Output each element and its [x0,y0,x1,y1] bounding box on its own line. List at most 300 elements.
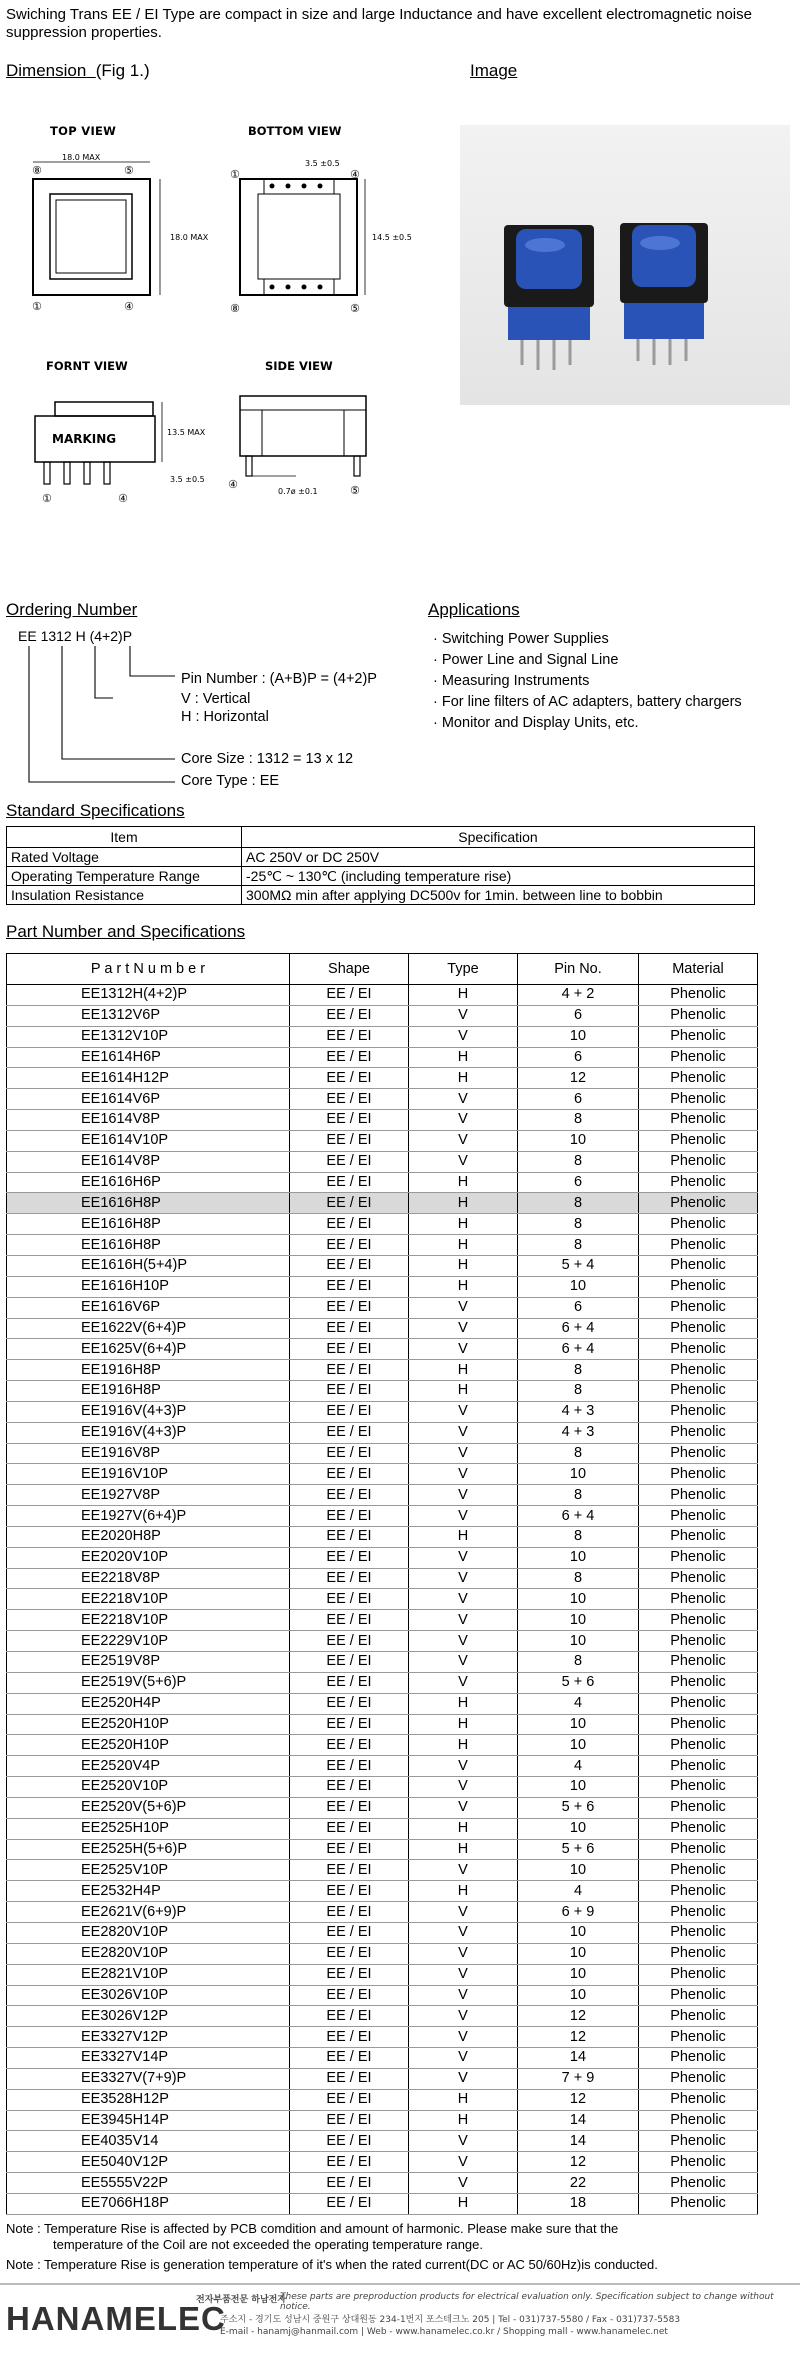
table-row [7,1443,758,1464]
cell-type: H [409,1255,518,1276]
company-logo: HANAMELEC [6,2300,226,2337]
cell-pin-no: 6 [518,1047,639,1068]
table-row [7,1797,758,1818]
cell-part-number: EE3327V12P [7,2027,290,2048]
cell-shape: EE / EI [290,1005,409,1026]
cell-shape: EE / EI [290,2068,409,2089]
cell-shape: EE / EI [290,1568,409,1589]
table-row [7,1235,758,1256]
front-pin-dim: 3.5 ±0.5 [170,475,205,484]
table-row [7,985,758,1006]
cell-shape: EE / EI [290,2193,409,2214]
side-pin-dim: 0.7ø ±0.1 [278,487,318,496]
cell-part-number: EE5040V12P [7,2152,290,2173]
cell-shape: EE / EI [290,1422,409,1443]
table-row [7,1193,758,1214]
cell-material: Phenolic [639,1943,758,1964]
cell-part-number: EE2020V10P [7,1547,290,1568]
cell-type: H [409,2089,518,2110]
cell-type: H [409,1381,518,1402]
bottom-height-dim: 14.5 ±0.5 [372,233,412,242]
spec-row: Rated Voltage AC 250V or DC 250V [7,848,755,867]
cell-material: Phenolic [639,2068,758,2089]
cell-material: Phenolic [639,1485,758,1506]
cell-type: H [409,1693,518,1714]
cell-pin-no: 4 [518,1693,639,1714]
table-row [7,2152,758,2173]
cell-shape: EE / EI [290,1089,409,1110]
application-item: · Power Line and Signal Line [433,652,619,668]
cell-type: H [409,1881,518,1902]
cell-pin-no: 12 [518,2152,639,2173]
cell-material: Phenolic [639,2027,758,2048]
application-item: · Monitor and Display Units, etc. [433,715,639,731]
cell-part-number: EE3327V14P [7,2048,290,2069]
cell-type: H [409,1818,518,1839]
cell-shape: EE / EI [290,2110,409,2131]
cell-material: Phenolic [639,1026,758,1047]
cell-part-number: EE1625V(6+4)P [7,1339,290,1360]
cell-material: Phenolic [639,1818,758,1839]
cell-part-number: EE2820V10P [7,1922,290,1943]
cell-part-number: EE1616H10P [7,1276,290,1297]
svg-text:④: ④ [350,168,360,181]
cell-shape: EE / EI [290,1214,409,1235]
table-row [7,2173,758,2194]
cell-pin-no: 8 [518,1193,639,1214]
col-part-number: P a r t N u m b e r [7,954,290,985]
cell-type: V [409,1005,518,1026]
fig-label: (Fig 1.) [95,61,150,80]
table-row [7,1943,758,1964]
cell-pin-no: 14 [518,2131,639,2152]
cell-pin-no: 10 [518,1026,639,1047]
cell-shape: EE / EI [290,1297,409,1318]
cell-shape: EE / EI [290,1130,409,1151]
intro-text: Swiching Trans EE / EI Type are compact in size and large Inductance and have excellent electromagnetic noise suppression properties. [6,6,752,41]
cell-part-number: EE3026V12P [7,2006,290,2027]
table-row [7,2110,758,2131]
cell-material: Phenolic [639,1568,758,1589]
table-row [7,1985,758,2006]
cell-type: H [409,1068,518,1089]
cell-part-number: EE2520H10P [7,1714,290,1735]
table-row [7,1172,758,1193]
cell-type: V [409,1547,518,1568]
cell-type: H [409,1172,518,1193]
cell-pin-no: 5 + 6 [518,1672,639,1693]
spec-row: Insulation Resistance 300MΩ min after applying DC500v for 1min. between line to bobbin [7,886,755,905]
cell-part-number: EE1616H(5+4)P [7,1255,290,1276]
cell-part-number: EE1916H8P [7,1360,290,1381]
table-row [7,1506,758,1527]
cell-pin-no: 8 [518,1360,639,1381]
svg-text:④: ④ [228,478,238,491]
cell-material: Phenolic [639,1735,758,1756]
svg-text:①: ① [42,492,52,505]
cell-shape: EE / EI [290,1756,409,1777]
cell-type: V [409,1464,518,1485]
svg-text:⑤: ⑤ [350,302,360,315]
cell-type: H [409,1214,518,1235]
table-row [7,1568,758,1589]
cell-material: Phenolic [639,1005,758,1026]
cell-part-number: EE2519V(5+6)P [7,1672,290,1693]
cell-shape: EE / EI [290,1652,409,1673]
application-item: · Switching Power Supplies [433,631,609,647]
cell-shape: EE / EI [290,1443,409,1464]
cell-part-number: EE1916V(4+3)P [7,1422,290,1443]
dimension-title: Dimension (Fig 1.) [6,61,150,80]
cell-shape: EE / EI [290,1318,409,1339]
cell-pin-no: 10 [518,1631,639,1652]
cell-pin-no: 8 [518,1568,639,1589]
cell-pin-no: 12 [518,2089,639,2110]
cell-type: V [409,1422,518,1443]
cell-pin-no: 8 [518,1235,639,1256]
product-photo [460,125,790,405]
cell-pin-no: 22 [518,2173,639,2194]
cell-type: V [409,1652,518,1673]
cell-pin-no: 8 [518,1443,639,1464]
cell-material: Phenolic [639,1922,758,1943]
cell-material: Phenolic [639,1714,758,1735]
cell-part-number: EE2020H8P [7,1526,290,1547]
cell-part-number: EE2520V4P [7,1756,290,1777]
cell-material: Phenolic [639,2152,758,2173]
cell-part-number: EE2820V10P [7,1943,290,1964]
table-row [7,1130,758,1151]
cell-type: H [409,1714,518,1735]
cell-material: Phenolic [639,1214,758,1235]
cell-shape: EE / EI [290,1506,409,1527]
cell-pin-no: 10 [518,1464,639,1485]
cell-part-number: EE1616H8P [7,1235,290,1256]
cell-part-number: EE7066H18P [7,2193,290,2214]
cell-material: Phenolic [639,1526,758,1547]
cell-part-number: EE1916V10P [7,1464,290,1485]
cell-material: Phenolic [639,1401,758,1422]
cell-part-number: EE2532H4P [7,1881,290,1902]
cell-shape: EE / EI [290,1902,409,1923]
cell-pin-no: 10 [518,1589,639,1610]
cell-shape: EE / EI [290,1985,409,2006]
core-size-desc: Core Size : 1312 = 13 x 12 [181,751,354,767]
cell-pin-no: 5 + 6 [518,1839,639,1860]
applications-list [433,629,742,734]
cell-pin-no: 8 [518,1381,639,1402]
cell-pin-no: 12 [518,1068,639,1089]
cell-shape: EE / EI [290,1381,409,1402]
cell-pin-no: 12 [518,2027,639,2048]
cell-shape: EE / EI [290,1631,409,1652]
cell-shape: EE / EI [290,1235,409,1256]
cell-part-number: EE3327V(7+9)P [7,2068,290,2089]
code-pins: (4+2)P [89,628,133,644]
cell-pin-no: 10 [518,1860,639,1881]
cell-material: Phenolic [639,2193,758,2214]
svg-text:④: ④ [118,492,128,505]
cell-material: Phenolic [639,1318,758,1339]
cell-type: V [409,1964,518,1985]
pin1-label: ① [32,300,42,313]
bottom-view-label: BOTTOM VIEW [248,124,342,138]
cell-shape: EE / EI [290,1777,409,1798]
svg-text:⑧: ⑧ [230,302,240,315]
side-view-body [240,396,366,456]
table-row [7,1297,758,1318]
top-view-label: TOP VIEW [50,124,117,138]
cell-part-number: EE1616V6P [7,1297,290,1318]
table-row [7,2048,758,2069]
cell-part-number: EE1616H6P [7,1172,290,1193]
cell-material: Phenolic [639,1047,758,1068]
cell-pin-no: 12 [518,2006,639,2027]
cell-shape: EE / EI [290,1172,409,1193]
cell-type: V [409,1943,518,1964]
cell-type: V [409,1860,518,1881]
side-view-label: SIDE VIEW [265,359,333,373]
cell-shape: EE / EI [290,1735,409,1756]
cell-material: Phenolic [639,1631,758,1652]
cell-part-number: EE4035V14 [7,2131,290,2152]
cell-pin-no: 8 [518,1110,639,1131]
cell-shape: EE / EI [290,1047,409,1068]
cell-type: H [409,1276,518,1297]
cell-material: Phenolic [639,1547,758,1568]
cell-type: V [409,1985,518,2006]
core-type-desc: Core Type : EE [181,773,280,789]
cell-part-number: EE5555V22P [7,2173,290,2194]
svg-text:①: ① [230,168,240,181]
table-row [7,2089,758,2110]
pin-number-desc: Pin Number : (A+B)P = (4+2)P [181,671,377,687]
cell-type: V [409,2131,518,2152]
company-address: 주소지 - 경기도 성남시 중원구 상대원동 234-1번지 포스테크노 205 | Tel - 031)737-5580 / Fax - 031)737-5583 [220,2315,681,2325]
cell-part-number: EE2519V8P [7,1652,290,1673]
cell-pin-no: 7 + 9 [518,2068,639,2089]
cell-material: Phenolic [639,1693,758,1714]
cell-shape: EE / EI [290,2027,409,2048]
cell-pin-no: 10 [518,1818,639,1839]
cell-shape: EE / EI [290,1693,409,1714]
cell-pin-no: 4 [518,1881,639,1902]
cell-pin-no: 10 [518,1777,639,1798]
table-row [7,1381,758,1402]
cell-part-number: EE1916H8P [7,1381,290,1402]
table-row [7,1485,758,1506]
spec-row: Operating Temperature Range -25℃ ~ 130℃ (including temperature rise) [7,867,755,886]
cell-pin-no: 4 + 3 [518,1422,639,1443]
cell-pin-no: 4 [518,1756,639,1777]
table-row [7,1276,758,1297]
cell-pin-no: 6 + 4 [518,1339,639,1360]
cell-type: V [409,1089,518,1110]
cell-pin-no: 6 [518,1172,639,1193]
cell-material: Phenolic [639,1797,758,1818]
cell-pin-no: 10 [518,1943,639,1964]
cell-pin-no: 10 [518,1547,639,1568]
cell-material: Phenolic [639,1610,758,1631]
cell-shape: EE / EI [290,2152,409,2173]
cell-type: H [409,1047,518,1068]
table-row [7,1464,758,1485]
cell-type: H [409,2193,518,2214]
cell-material: Phenolic [639,985,758,1006]
cell-pin-no: 6 + 4 [518,1318,639,1339]
table-row [7,1922,758,1943]
cell-type: V [409,1672,518,1693]
cell-shape: EE / EI [290,2006,409,2027]
cell-part-number: EE2520V10P [7,1777,290,1798]
cell-pin-no: 8 [518,1485,639,1506]
application-item: · For line filters of AC adapters, battery chargers [433,694,742,710]
cell-type: V [409,2027,518,2048]
cell-shape: EE / EI [290,1881,409,1902]
cell-shape: EE / EI [290,1818,409,1839]
cell-part-number: EE2218V10P [7,1589,290,1610]
bottom-pitch-dim: 3.5 ±0.5 [305,159,340,168]
cell-type: H [409,985,518,1006]
cell-type: V [409,1631,518,1652]
cell-type: V [409,1485,518,1506]
cell-part-number: EE2525H(5+6)P [7,1839,290,1860]
cell-part-number: EE2229V10P [7,1631,290,1652]
cell-type: V [409,1902,518,1923]
table-row [7,1631,758,1652]
cell-pin-no: 10 [518,1985,639,2006]
cell-type: H [409,1526,518,1547]
cell-material: Phenolic [639,1839,758,1860]
cell-type: V [409,1401,518,1422]
cell-material: Phenolic [639,1151,758,1172]
cell-material: Phenolic [639,2110,758,2131]
parts-table [6,953,758,2215]
cell-pin-no: 6 [518,1005,639,1026]
cell-type: V [409,2048,518,2069]
cell-material: Phenolic [639,1902,758,1923]
table-row [7,1005,758,1026]
cell-type: H [409,2110,518,2131]
cell-part-number: EE2520V(5+6)P [7,1797,290,1818]
disclaimer: These parts are preproduction products for electrical evaluation only. Specification subject to change without notice. [280,2292,774,2312]
standard-spec-table [6,826,755,905]
cell-shape: EE / EI [290,1026,409,1047]
cell-pin-no: 8 [518,1151,639,1172]
cell-material: Phenolic [639,1089,758,1110]
table-row [7,1818,758,1839]
cell-shape: EE / EI [290,1360,409,1381]
cell-shape: EE / EI [290,1547,409,1568]
col-pin-no: Pin No. [518,954,639,985]
cell-material: Phenolic [639,1422,758,1443]
cell-pin-no: 6 + 4 [518,1506,639,1527]
table-row [7,1735,758,1756]
cell-type: V [409,1922,518,1943]
table-row [7,1422,758,1443]
table-row [7,1068,758,1089]
cell-part-number: EE1312H(4+2)P [7,985,290,1006]
cell-type: V [409,2152,518,2173]
cell-material: Phenolic [639,1110,758,1131]
cell-pin-no: 8 [518,1526,639,1547]
cell-material: Phenolic [639,1506,758,1527]
cell-material: Phenolic [639,1756,758,1777]
cell-pin-no: 10 [518,1276,639,1297]
cell-type: H [409,1735,518,1756]
cell-part-number: EE2520H10P [7,1735,290,1756]
korean-tagline: 전자부품전문 하남전자 [196,2295,287,2305]
company-contact: E-mail - hanamj@hanmail.com | Web - www.hanamelec.co.kr / Shopping mall - www.hanamelec.net [220,2327,668,2337]
cell-pin-no: 14 [518,2048,639,2069]
cell-part-number: EE3945H14P [7,2110,290,2131]
table-row [7,1964,758,1985]
cell-shape: EE / EI [290,1255,409,1276]
table-row [7,1672,758,1693]
cell-part-number: EE1927V8P [7,1485,290,1506]
cell-material: Phenolic [639,1360,758,1381]
code-ee: EE [18,628,37,644]
cell-type: V [409,1777,518,1798]
cell-material: Phenolic [639,1881,758,1902]
cell-part-number: EE1312V10P [7,1026,290,1047]
cell-material: Phenolic [639,1068,758,1089]
table-row [7,1589,758,1610]
top-height-dim: 18.0 MAX [170,233,209,242]
cell-material: Phenolic [639,1255,758,1276]
cell-material: Phenolic [639,1964,758,1985]
table-row [7,1610,758,1631]
cell-part-number: EE3026V10P [7,1985,290,2006]
cell-part-number: EE1614H12P [7,1068,290,1089]
col-spec: Specification [242,827,755,848]
cell-part-number: EE1616H8P [7,1193,290,1214]
cell-part-number: EE2520H4P [7,1693,290,1714]
cell-pin-no: 14 [518,2110,639,2131]
cell-material: Phenolic [639,1860,758,1881]
table-row [7,2131,758,2152]
cell-pin-no: 10 [518,1735,639,1756]
cell-type: H [409,1360,518,1381]
cell-material: Phenolic [639,1276,758,1297]
table-row [7,2027,758,2048]
cell-shape: EE / EI [290,1797,409,1818]
cell-part-number: EE1614V10P [7,1130,290,1151]
applications-title: Applications [428,600,520,619]
cell-shape: EE / EI [290,1964,409,1985]
cell-type: V [409,1339,518,1360]
cell-part-number: EE1614V8P [7,1151,290,1172]
front-height-dim: 13.5 MAX [167,428,206,437]
table-row [7,1714,758,1735]
table-row [7,1255,758,1276]
table-row [7,1360,758,1381]
cell-pin-no: 8 [518,1214,639,1235]
code-size: 1312 [40,628,72,644]
pin5-label: ⑤ [124,164,134,177]
cell-material: Phenolic [639,1652,758,1673]
cell-part-number: EE1916V8P [7,1443,290,1464]
col-type: Type [409,954,518,985]
cell-material: Phenolic [639,1339,758,1360]
cell-material: Phenolic [639,2089,758,2110]
cell-shape: EE / EI [290,1193,409,1214]
cell-material: Phenolic [639,2173,758,2194]
cell-shape: EE / EI [290,1672,409,1693]
cell-shape: EE / EI [290,1068,409,1089]
cell-pin-no: 5 + 4 [518,1255,639,1276]
cell-pin-no: 6 [518,1089,639,1110]
